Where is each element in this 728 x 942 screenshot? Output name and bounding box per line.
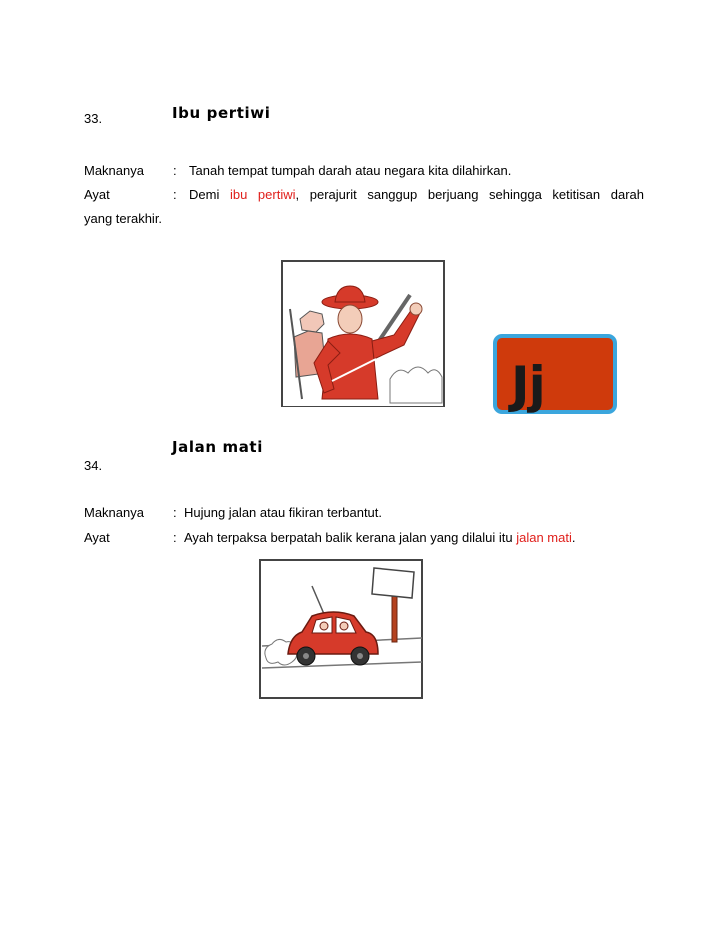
highlighted-idiom: jalan mati: [516, 530, 572, 545]
sentence-colon: :: [173, 187, 177, 202]
sentence-part: Ayah terpaksa berpatah balik kerana jalan yang dilalui itu: [184, 530, 513, 545]
highlighted-idiom: ibu pertiwi: [229, 187, 296, 202]
entry-number: 33.: [84, 111, 103, 126]
example-sentence: [184, 530, 575, 545]
letter-badge: [493, 334, 617, 414]
meaning-text: Hujung jalan atau fikiran terbantut.: [184, 505, 383, 520]
car-drawing: [258, 558, 426, 700]
sentence-label: Ayat: [84, 187, 110, 202]
sentence-part: Demi: [189, 187, 220, 202]
example-sentence: [189, 187, 644, 202]
sentence-part: , perajurit sanggup berjuang sehingga ketitisan darah: [295, 187, 644, 202]
sentence-part: .: [571, 530, 576, 545]
sentence-colon: :: [173, 530, 177, 545]
badge-letter: Jj: [511, 356, 545, 414]
sentence-continuation: yang terakhir.: [84, 211, 163, 226]
soldier-illustration: [280, 259, 448, 407]
meaning-label: Maknanya: [84, 163, 144, 178]
dead-end-illustration: [258, 558, 426, 700]
idiom-title: Jalan mati: [172, 438, 263, 456]
meaning-text: Tanah tempat tumpah darah atau negara kita dilahirkan.: [189, 163, 512, 178]
idiom-title: Ibu pertiwi: [172, 104, 271, 122]
entry-number: 34.: [84, 458, 103, 473]
sentence-label: Ayat: [84, 530, 110, 545]
meaning-colon: :: [173, 505, 177, 520]
meaning-label: Maknanya: [84, 505, 144, 520]
soldier-drawing: [280, 259, 448, 407]
meaning-colon: :: [173, 163, 177, 178]
